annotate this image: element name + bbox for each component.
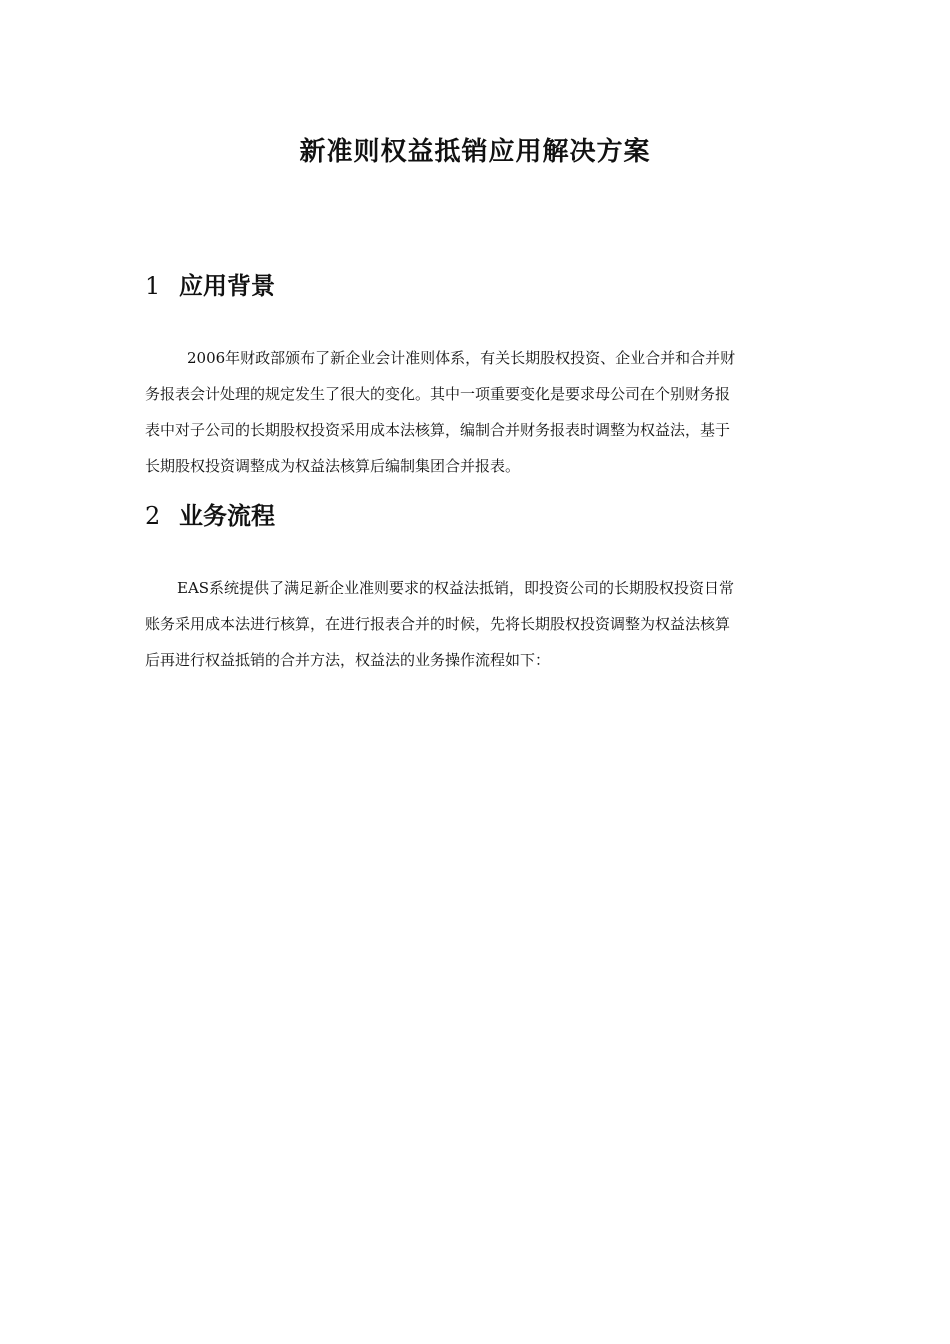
paragraph-line: 长期股权投资调整成为权益法核算后编制集团合并报表。 (145, 457, 521, 475)
paragraph-line: 2006年财政部颁布了新企业会计准则体系，有关长期股权投资、企业合并和合并财 (187, 349, 736, 367)
paragraph-line: 后再进行权益抵销的合并方法，权益法的业务操作流程如下： (145, 651, 551, 669)
section-heading-business-process (145, 500, 275, 532)
section-number: 2 (145, 502, 161, 530)
section-title: 业务流程 (179, 501, 275, 530)
paragraph-line: 账务采用成本法进行核算，在进行报表合并的时候，先将长期股权投资调整为权益法核算 (145, 615, 731, 633)
section-number: 1 (145, 272, 161, 300)
background-paragraph (145, 340, 807, 484)
paragraph-line: 表中对子公司的长期股权投资采用成本法核算，编制合并财务报表时调整为权益法，基于 (145, 421, 731, 439)
paragraph-line: 务报表会计处理的规定发生了很大的变化。其中一项重要变化是要求母公司在个别财务报 (145, 385, 731, 403)
section-title: 应用背景 (179, 271, 275, 300)
paragraph-line: EAS系统提供了满足新企业准则要求的权益法抵销，即投资公司的长期股权投资日常 (177, 579, 735, 597)
section-heading-background (145, 270, 275, 302)
document-title: 新准则权益抵销应用解决方案 (299, 137, 651, 167)
business-process-paragraph (145, 570, 807, 678)
